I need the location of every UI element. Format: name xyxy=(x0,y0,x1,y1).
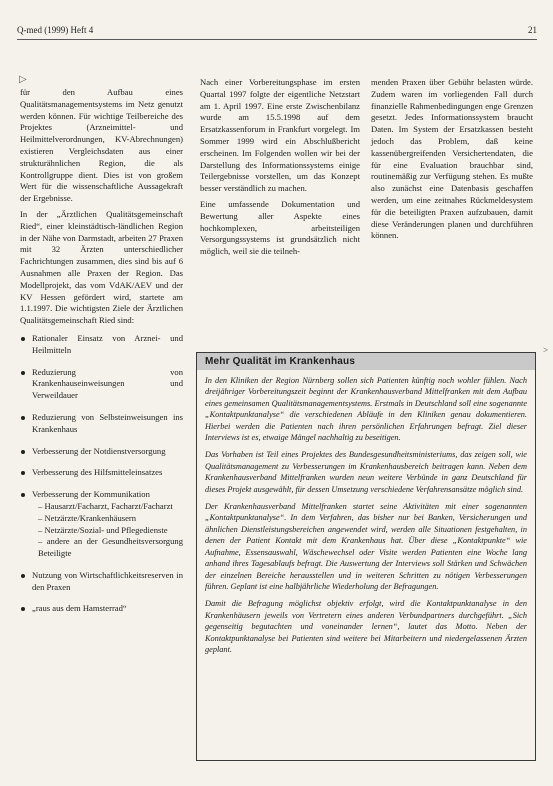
list-item: Verbesserung des Hilfsmitteleinsatzes xyxy=(20,467,183,479)
box-title: Mehr Qualität im Krankenhaus xyxy=(197,353,535,370)
communication-sublist xyxy=(32,501,183,560)
page-header xyxy=(17,24,537,38)
edge-arrow-icon: > xyxy=(543,345,549,355)
sub-list-item: – Netzärzte/Sozial- und Pflegedienste xyxy=(38,524,168,535)
continuation-marker-icon: ▷ xyxy=(19,74,27,85)
sub-list-item: – Hausarzt/Facharzt, Facharzt/Facharzt xyxy=(38,500,173,511)
sub-list-item: – andere an der Gesundheitsversorgung Beteiligte xyxy=(38,536,183,559)
paragraph: Nach einer Vorbereitungsphase im ersten Quartal 1997 folgte der eigentliche Netzstart am 1. April 1997. Eine erste Zwischenbilanz wurde am 15.5.1998 auf dem Ersatzkassenforum in Frankfurt vorgelegt. Im Sommer 1999 wird ein Abschlußbericht erscheinen. Im Folgenden wollen wir bei der Darstellung des Informationssystems einige Teilergebnisse vorstellen, um das Konzept besser verständlich zu machen. xyxy=(200,77,360,194)
list-item: Rationaler Einsatz von Arznei- und Heilmitteln xyxy=(20,333,183,357)
box-body xyxy=(205,375,527,661)
sidebar-box xyxy=(196,352,536,761)
paragraph: menden Praxen über Gebühr belasten würde. Zudem waren im vorliegenden Fall durch finanzielle Rahmenbedingungen enge Grenzen gesetzt. Jedes Informationssystem braucht Daten. Im System der Ersatzkassen besteht jedoch das Problem, daß keine kassenübergreifenden Versichertendaten, die für eine Evaluation brauchbar sind, routinemäßig zur Verfügung stehen. Es mußte also zunächst eine Datenbasis geschaffen werden, um eine zeitnahes Rückmeldesystem für die beteiligten Praxen aufzubauen, damit diese Veränderungen planen und durchführen können. xyxy=(371,77,533,241)
paragraph: In der „Ärztlichen Qualitätsgemeinschaft Ried“, einer kleinstädtisch-ländlichen Region in der Nähe von Darmstadt, arbeiten 27 Praxen mit 32 Ärzten unterschiedlicher Fachrichtungen zusammen, dies sind bis auf 6 Ausnahmen alle Praxen der Region. Das Modellprojekt, das vom VdAK/AEV und der KV Hessen gefördert wird, startete am 1.1.1997. Die wichtigsten Ziele der Ärztlichen Qualitätsgemeinschaft Ried sind: xyxy=(20,208,183,326)
header-rule xyxy=(17,39,537,40)
paragraph: Eine umfassende Dokumentation und Bewertung aller Aspekte eines hochkomplexen, arbeitsteiligen Versorgungssystems ist grundsätzlich nicht möglich, weil sie die teilneh- xyxy=(200,198,360,257)
column-right xyxy=(371,77,533,246)
list-item: Reduzierung von Krankenhauseinweisungen und Verweildauer xyxy=(20,367,183,402)
page-number: 21 xyxy=(528,25,537,35)
box-paragraph: Der Krankenhausverband Mittelfranken startet seine Aktivitäten mit einer sogenannten „Kontaktpunktanalyse“. In dem Verfahren, das bisher nur bei Banken, Versicherungen und ähnlichen Dienstleistungsbereichen angewendet wird, werden alle Situationen festgehalten, in denen der Patient Kontakt mit dem Krankenhaus hat. Über diese „Kontaktpunkte“ wie Aufnahme, Essensauswahl, Wäschewechsel oder Visite werden Patienten eine Woche lang anhand ihres Tagesablaufs befragt. Die Auswertung der Interviews soll Stärken und Schwächen der einzelnen Bereiche herausstellen und in weiteren Schritten zu nötigen Verbesserungen führen. Geplant ist eine halbjährliche Wiederholung der Befragungen. xyxy=(205,502,527,591)
list-item-label: Verbesserung der Kommunikation xyxy=(32,489,150,500)
list-item: „raus aus dem Hamsterrad“ xyxy=(20,603,183,615)
box-paragraph: Das Vorhaben ist Teil eines Projektes des Bundesgesundheitsministeriums, das zeigen soll, wie Qualitätsmanagement zu Verbesserungen im Krankenhausbereich beitragen kann. Neben dem Krankenhausverband Mittelfranken wurden neun weitere Verbünde in ganz Deutschland für dieses Projekt ausgewählt, für dessen Umsetzung verschiedene Verfahrensansätze möglich sind. xyxy=(205,450,527,494)
goals-list xyxy=(20,333,183,615)
list-item: Reduzierung von Selbsteinweisungen ins Krankenhaus xyxy=(20,412,183,436)
column-middle xyxy=(200,77,360,262)
sub-list-item: – Netzärzte/Krankenhäusern xyxy=(38,512,137,523)
paragraph: für den Aufbau eines Qualitätsmanagementsystems im Netz genutzt werden können. Für wichtige Teilbereiche des Projektes (Arzneimittel- und Heilmittelverordnungen, KV-Abrechnungen) existieren Vergleichsdaten aus einer strukturähnlichen Region, die als Kontrollgruppe dient. Dies ist von großem Wert für die wissenschaftliche Aussagekraft der Ergebnisse. xyxy=(20,87,183,204)
box-paragraph: Damit die Befragung möglichst objektiv erfolgt, wird die Kontaktpunktanalyse in den Krankenhäusern jeweils von Vertretern eines anderen Verbundpartners durchgeführt. „Sich gegenseitig begutachten und voneinander lernen“, lautet das Motto. Neben der Kontaktpunktanalyse bei Patienten sind weitere bei Mitarbeitern und niedergelassenen Ärzten geplant. xyxy=(205,599,527,654)
list-item: Verbesserung der Notdienstversorgung xyxy=(20,446,183,458)
column-left xyxy=(20,87,183,625)
list-item-communication xyxy=(20,489,183,560)
list-item: Nutzung von Wirtschaftlichkeitsreserven in den Praxen xyxy=(20,570,183,594)
box-paragraph: In den Kliniken der Region Nürnberg sollen sich Patienten künftig noch wohler fühlen. Nach dreijähriger Vorbereitungszeit beginnt der Krankenhausverband Mittelfranken mit dem Aufbau eines gemeinsamen Qualitätsmanagementsystems. Erstmals in Deutschland soll eine sogenannte „Kontaktpunktanalyse“ die verschiedenen Abläufe in den Kliniken genau dokumentieren. Hierbei werden die Patienten nach ihren persönlichen Erfahrungen befragt. Ziel dieser Interviews ist es, etwaige Mängel nachhaltig zu beseitigen. xyxy=(205,376,527,443)
journal-reference: Q-med (1999) Heft 4 xyxy=(17,25,94,35)
